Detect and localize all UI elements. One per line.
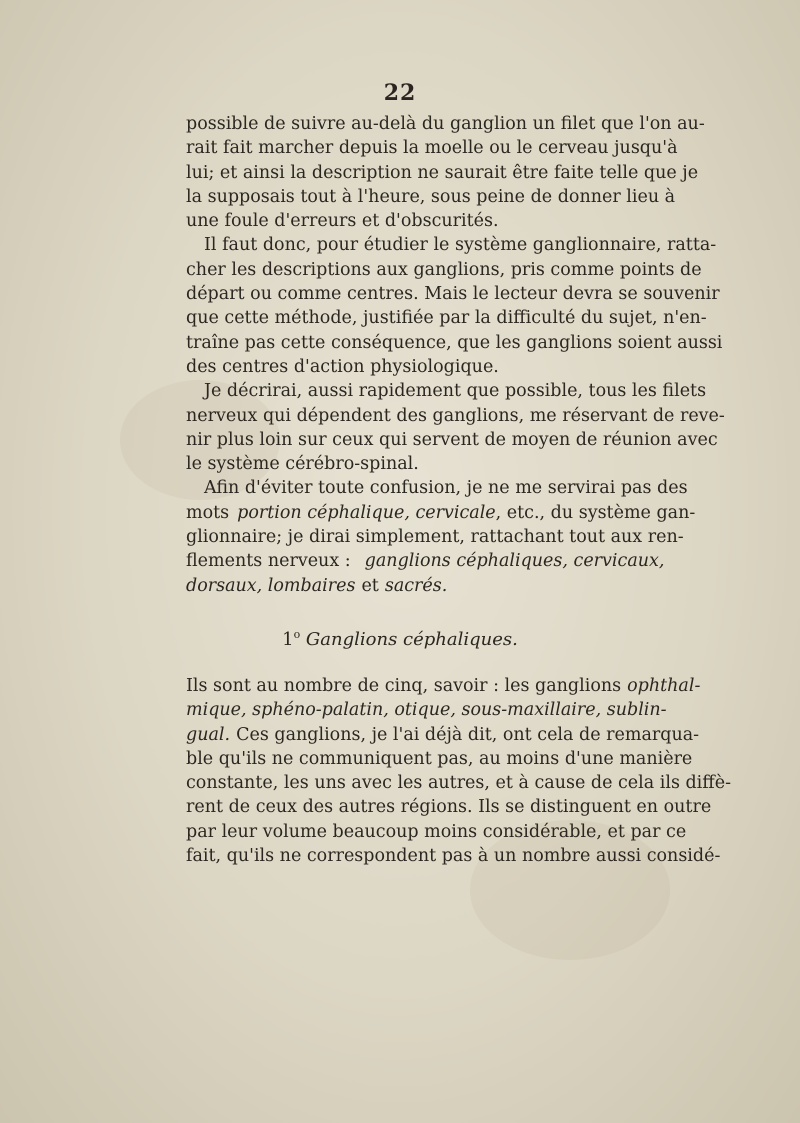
text-line: que cette méthode, justifiée par la difficulté du sujet, n'en- [186, 308, 707, 329]
section-title: Ganglions céphaliques. [305, 629, 518, 650]
italic-term: dorsaux, lombaires [186, 575, 356, 596]
text-line: par leur volume beaucoup moins considérable, et par ce [186, 821, 687, 842]
italic-term: ophthal- [627, 676, 701, 696]
text-line: des centres d'action physiologique. [186, 356, 499, 377]
text-line [186, 501, 696, 525]
italic-term: portion céphalique, cervicale [237, 502, 496, 523]
text-line: mique, sphéno-palatin, otique, sous-maxillaire, sublin- [186, 700, 667, 721]
text-segment: flements nerveux : [186, 551, 351, 572]
italic-term: gual. [186, 724, 231, 745]
text-line: la supposais tout à l'heure, sous peine de donner lieu à [186, 186, 676, 207]
text-line: Il faut donc, pour étudier le système ganglionnaire, ratta- [204, 235, 717, 256]
text-line [186, 574, 650, 598]
italic-term: sacrés. [384, 575, 448, 596]
text-line: traîne pas cette conséquence, que les ganglions soient aussi [186, 332, 723, 353]
body-text-bottom [186, 674, 731, 868]
text-line: rait fait marcher depuis la moelle ou le cerveau jusqu'à [186, 138, 678, 159]
body-text-top [186, 112, 725, 598]
text-line: Je décrirai, aussi rapidement que possible, tous les filets [204, 381, 707, 402]
text-segment: mots [186, 502, 230, 523]
text-line: ble qu'ils ne communiquent pas, au moins d'une manière [186, 748, 693, 769]
section-heading [0, 628, 800, 650]
text-line [186, 674, 701, 698]
text-line: glionnaire; je dirai simplement, rattachant tout aux ren- [186, 527, 684, 548]
text-segment: Ils sont au nombre de cinq, savoir : les ganglions [186, 676, 622, 696]
page-number: 22 [383, 80, 417, 106]
text-line: lui; et ainsi la description ne saurait être faite telle que je [186, 162, 699, 183]
text-segment: , etc., du système gan- [495, 502, 696, 523]
text-line: rent de ceux des autres régions. Ils se distinguent en outre [186, 797, 712, 818]
section-ordinal: o [293, 628, 301, 641]
text-line [186, 549, 665, 573]
text-line [186, 723, 700, 747]
text-segment: Ces ganglions, je l'ai déjà dit, ont cela de remarqua- [236, 724, 700, 745]
text-line: départ ou comme centres. Mais le lecteur devra se souvenir [186, 284, 720, 305]
text-line: fait, qu'ils ne correspondent pas à un nombre aussi considé- [186, 846, 721, 867]
text-line: Afin d'éviter toute confusion, je ne me servirai pas des [204, 478, 688, 499]
text-line: constante, les uns avec les autres, et à cause de cela ils diffè- [186, 773, 731, 794]
text-line: le système cérébro-spinal. [186, 454, 419, 475]
section-number: 1 [282, 629, 294, 650]
italic-term: ganglions céphaliques, cervicaux, [364, 551, 665, 572]
text-line: nir plus loin sur ceux qui servent de moyen de réunion avec [186, 429, 718, 450]
text-line: nerveux qui dépendent des ganglions, me réservant de reve- [186, 405, 725, 426]
text-line: possible de suivre au-delà du ganglion un filet que l'on au- [186, 114, 705, 134]
text-line: cher les descriptions aux ganglions, pris comme points de [186, 259, 702, 280]
text-line: une foule d'erreurs et d'obscurités. [186, 211, 499, 232]
text-segment: et [361, 575, 379, 596]
